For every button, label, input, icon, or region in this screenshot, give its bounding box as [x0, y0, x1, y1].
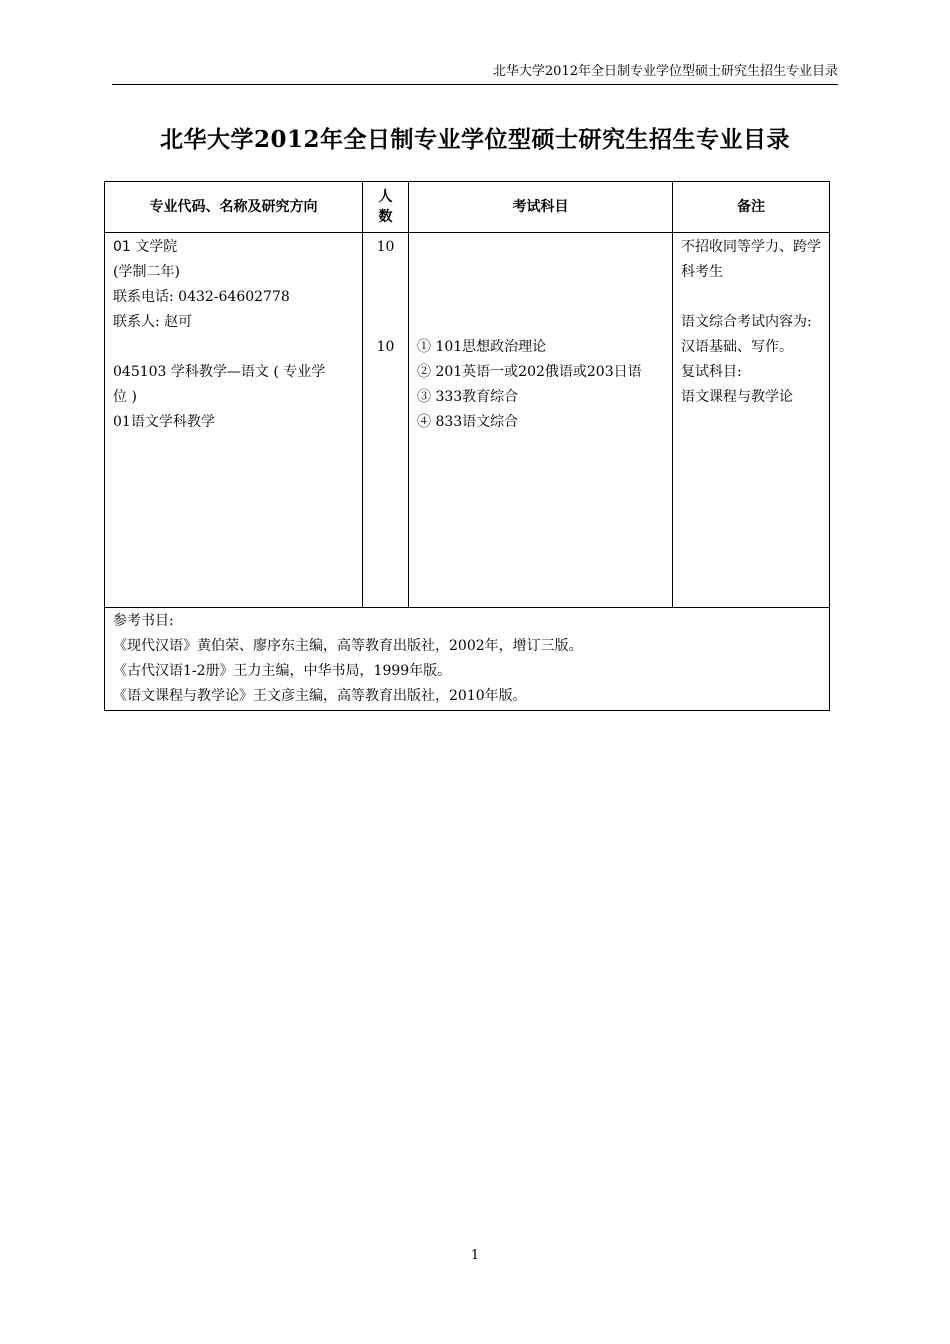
- note-retest-subject: 语文课程与教学论: [681, 389, 793, 405]
- references-cell: [105, 608, 830, 711]
- exam-subject-2: ② 201英语一或202俄语或203日语: [417, 364, 642, 380]
- major-count: 10: [376, 339, 395, 355]
- exams-cell: [409, 233, 673, 608]
- notes-cell: [673, 233, 830, 608]
- department-count: 10: [376, 239, 395, 255]
- references-row: [105, 608, 830, 711]
- references-label: 参考书目:: [113, 613, 174, 629]
- spacer: [417, 285, 664, 310]
- spacer: [417, 310, 664, 335]
- exam-subject-3: ③ 333教育综合: [417, 389, 519, 405]
- table-row: [105, 233, 830, 608]
- note-admission-restriction: 不招收同等学力、跨学科考生: [681, 239, 821, 280]
- reference-item: 《古代汉语1-2册》王力主编，中华书局，1999年版。: [113, 663, 452, 679]
- spacer: [417, 260, 664, 285]
- spacer: [371, 310, 400, 335]
- department-name: 01 文学院: [113, 239, 178, 255]
- page-number: 1: [470, 1248, 480, 1263]
- exam-subject-4: ④ 833语文综合: [417, 414, 519, 430]
- header-major: 专业代码、名称及研究方向: [105, 182, 363, 233]
- spacer: [371, 260, 400, 285]
- note-retest-label: 复试科目:: [681, 364, 742, 380]
- program-duration: (学制二年): [113, 264, 180, 280]
- spacer: [681, 285, 821, 310]
- spacer: [113, 335, 354, 360]
- count-cell: [363, 233, 409, 608]
- running-header: 北华大学2012年全日制专业学位型硕士研究生招生专业目录: [492, 64, 838, 79]
- document-title: 北华大学2012年全日制专业学位型硕士研究生招生专业目录: [159, 126, 790, 153]
- reference-item: 《语文课程与教学论》王文彦主编，高等教育出版社，2010年版。: [113, 688, 527, 704]
- header-rule: [112, 84, 838, 85]
- spacer: [417, 235, 664, 260]
- header-exams: 考试科目: [409, 182, 673, 233]
- exam-subject-1: ① 101思想政治理论: [417, 339, 547, 355]
- note-exam-content: 语文综合考试内容为: 汉语基础、写作。: [681, 314, 812, 355]
- reference-item: 《现代汉语》黄伯荣、廖序东主编，高等教育出版社，2002年，增订三版。: [113, 638, 583, 654]
- major-code-name: 045103 学科教学—语文 ( 专业学: [113, 364, 326, 380]
- header-count: [363, 182, 409, 233]
- header-notes: 备注: [673, 182, 830, 233]
- catalog-table: [104, 181, 830, 711]
- major-code-name-cont: 位 ): [113, 389, 137, 405]
- header-count-bottom: 数: [378, 209, 393, 225]
- spacer: [371, 285, 400, 310]
- header-row: [105, 182, 830, 233]
- header-count-top: 人: [378, 189, 393, 205]
- contact-phone: 联系电话: 0432-64602778: [113, 289, 290, 305]
- research-direction: 01语文学科教学: [113, 414, 215, 430]
- major-cell: [105, 233, 363, 608]
- contact-person: 联系人: 赵可: [113, 314, 193, 330]
